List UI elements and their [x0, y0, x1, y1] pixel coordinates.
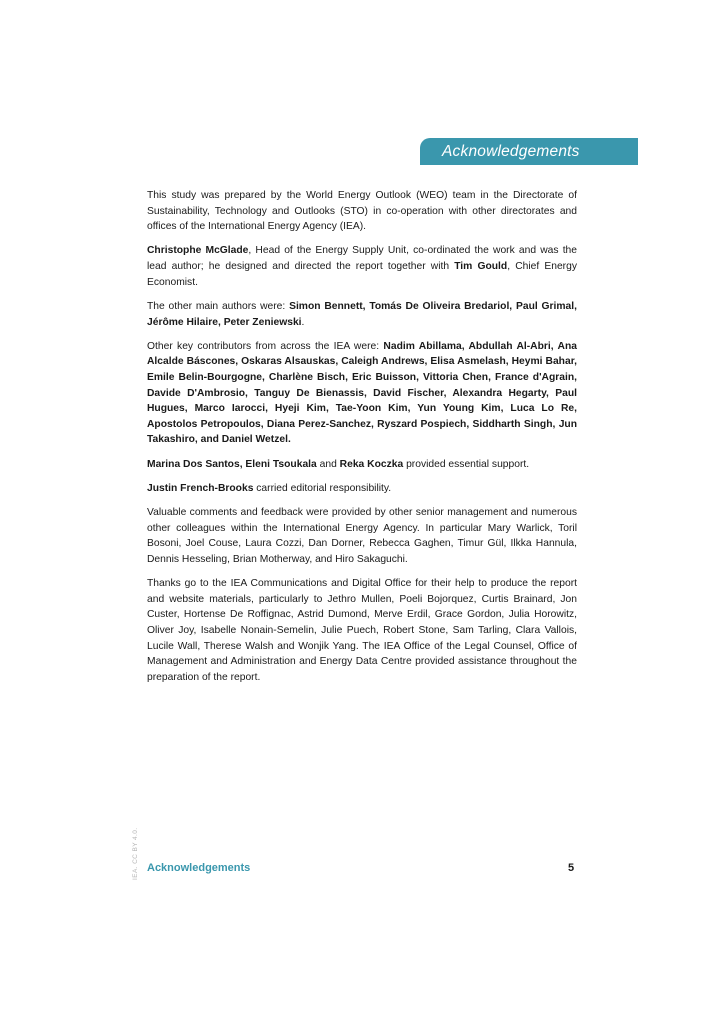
section-title: Acknowledgements	[442, 142, 580, 160]
main-authors-names: Simon Bennett, Tomás De Oliveira Bredariol, Paul Grimal, Jérôme Hilaire, Peter Zeniewski	[147, 300, 578, 328]
lead-author-name: Christophe McGlade	[147, 245, 249, 257]
acknowledgements-body	[147, 188, 577, 694]
editorial-text: carried editorial responsibility.	[253, 482, 392, 494]
support-name-2: Reka Koczka	[339, 458, 404, 470]
paragraph-support	[147, 457, 577, 473]
co-director-text: , Chief Energy Economist.	[147, 261, 577, 288]
paragraph-intro: This study was prepared by the World Energy Outlook (WEO) team in the Directorate of Sustainability, Technology and Outlooks (STO) in co-operation with other directorates and offices of the International Energy Agency (IEA).	[147, 190, 577, 233]
support-and: and	[316, 458, 340, 470]
contributors-intro: Other key contributors from across the IEA were:	[147, 340, 384, 352]
paragraph-editorial	[147, 481, 577, 497]
paragraph-thanks: Thanks go to the IEA Communications and Digital Office for their help to produce the report and website materials, particularly to Jethro Mullen, Poeli Bojorquez, Curtis Brainard, Jon Custer, Hortense De Roffignac, Astrid Dumond, Merve Erdil, Grace Gordon, Julia Horowitz, Oliver Joy, Isabelle Nonain-Semelin, Julie Puech, Robert Stone, Sam Tarling, Clara Vallois, Lucile Wall, Therese Walsh and Wonjik Yang. The IEA Office of the Legal Counsel, Office of Management and Administration and Energy Data Centre provided assistance throughout the preparation of the report.	[147, 578, 577, 683]
main-authors-end: .	[301, 316, 305, 328]
paragraph-lead-author	[147, 243, 577, 290]
contributors-names: Nadim Abillama, Abdullah Al-Abri, Ana Alcalde Báscones, Oskaras Alsauskas, Caleigh Andrews, Elisa Asmelash, Heymi Bahar, Emile Belin-Bourgogne, Charlène Bisch, Eric Buisson, Vittoria Chen, France d'Agrain, Davide D'Ambrosio, Tanguy De Bienassis, David Fischer, Alexandra Hegarty, Paul Hugues, Marco Iarocci, Hyeji Kim, Tae-Yoon Kim, Yun Young Kim, Luca Lo Re, Apostolos Petropoulos, Diana Perez-Sanchez, Ryszard Pospiech, Siddharth Singh, Jun Takashiro, and Daniel Wetzel.	[147, 340, 577, 446]
paragraph-main-authors	[147, 299, 577, 330]
lead-author-text: , Head of the Energy Supply Unit, co-ordinated the work and was the lead author; he designed and directed the report together with	[147, 245, 578, 273]
co-director-name: Tim Gould	[454, 261, 508, 273]
support-names: Marina Dos Santos, Eleni Tsoukala	[147, 458, 317, 470]
page-number: 5	[568, 862, 575, 874]
support-text: provided essential support.	[403, 458, 530, 470]
section-header-tab	[420, 138, 638, 165]
editor-name: Justin French-Brooks	[147, 482, 254, 494]
paragraph-feedback: Valuable comments and feedback were provided by other senior management and numerous other colleagues within the International Energy Agency. In particular Mary Warlick, Toril Bosoni, Joel Couse, Laura Cozzi, Dan Dorner, Rebecca Gaghen, Timur Gül, Ilkka Hannula, Dennis Hesseling, Brian Motherway, and Hiro Sakaguchi.	[147, 507, 577, 565]
license-label: IEA. CC BY 4.0.	[132, 827, 139, 880]
footer-section-title: Acknowledgements	[147, 862, 251, 874]
main-authors-intro: The other main authors were:	[147, 300, 290, 312]
paragraph-key-contributors	[147, 339, 577, 448]
